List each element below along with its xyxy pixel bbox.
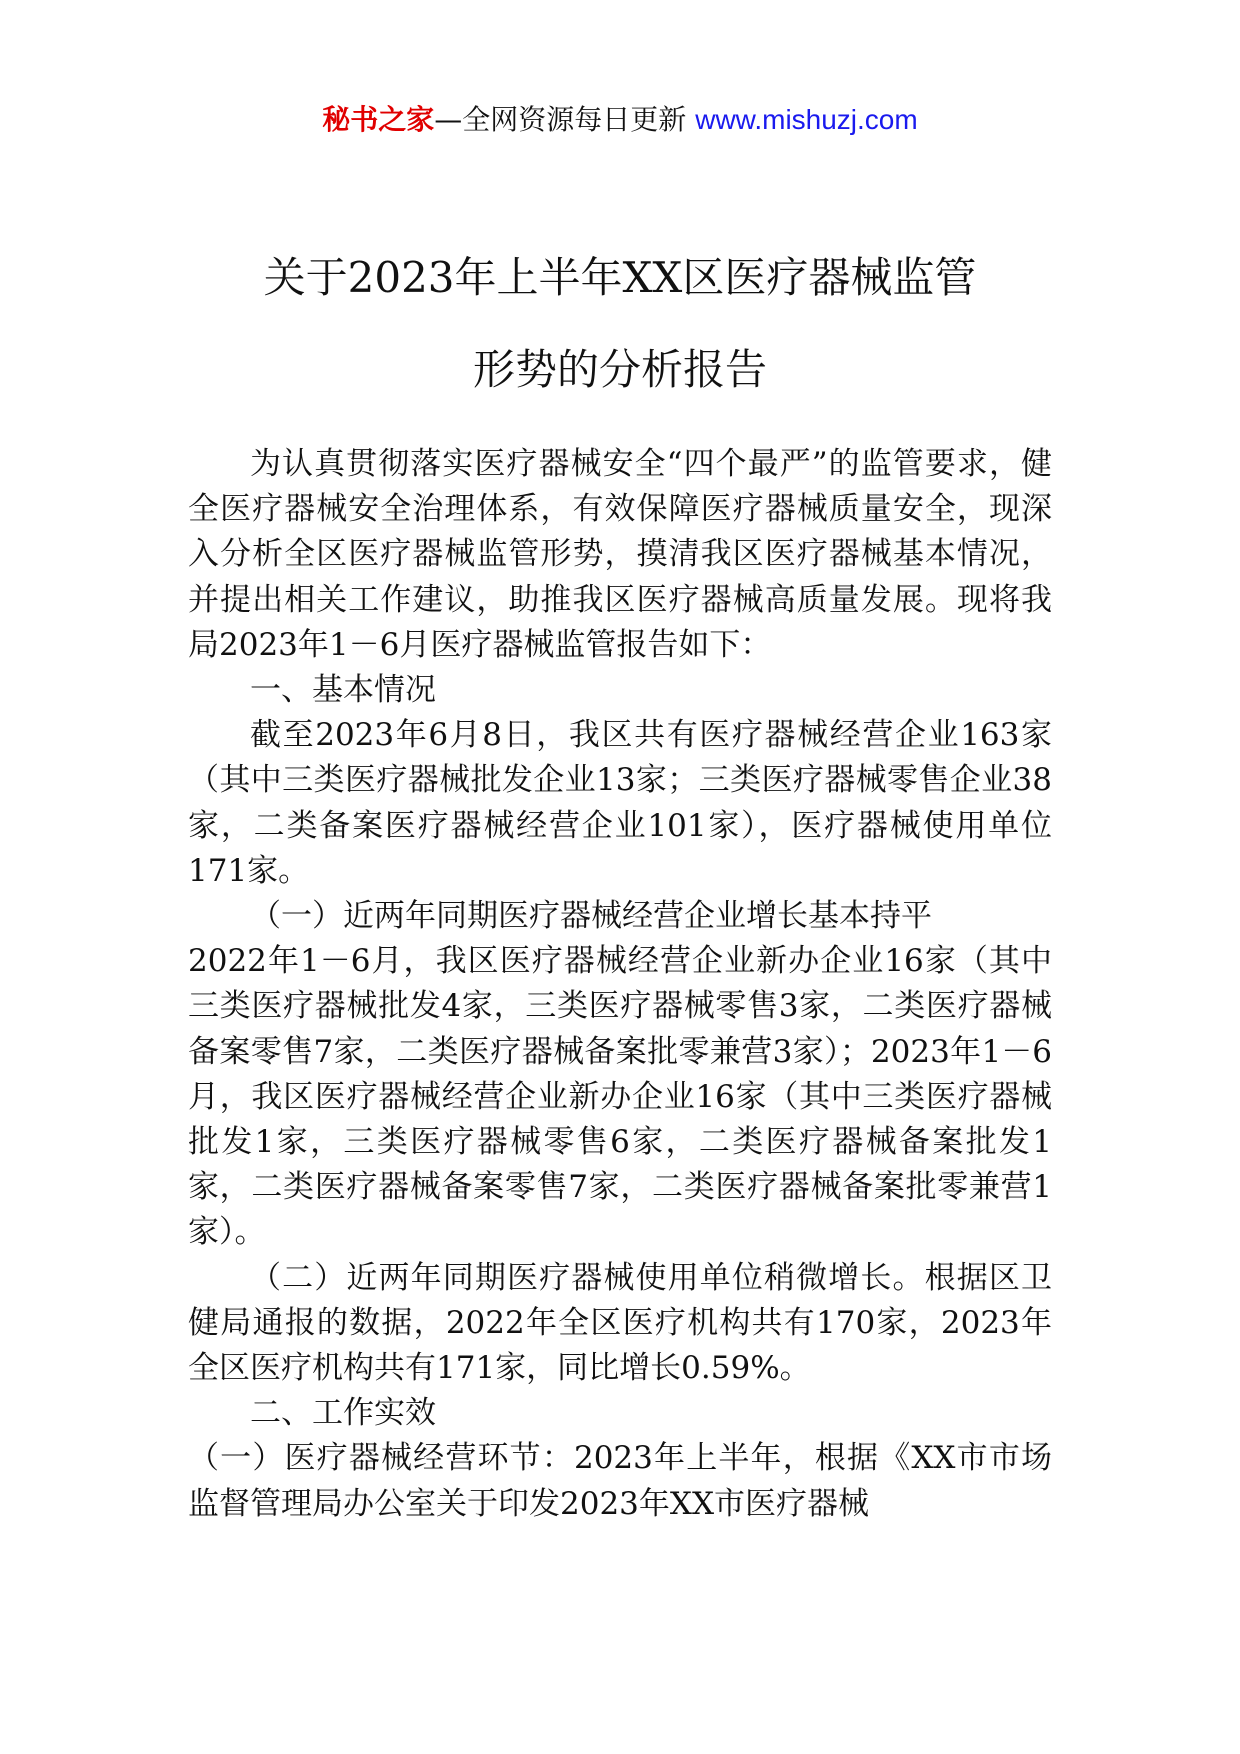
- site-slogan: —全网资源每日更新: [434, 103, 687, 136]
- work-results-paragraph: （一）医疗器械经营环节：2023年上半年，根据《XX市市场监督管理局办公室关于印发2023年XX市医疗器械: [188, 1440, 1052, 1522]
- site-url-link[interactable]: www.mishuzj.com: [695, 104, 918, 135]
- site-header: [0, 100, 1240, 140]
- title-line-2: 形势的分析报告: [472, 345, 767, 394]
- subsection-2-paragraph: （二）近两年同期医疗器械使用单位稍微增长。根据区卫健局通报的数据，2022年全区医疗机构共有170家，2023年全区医疗机构共有171家，同比增长0.59%。: [188, 1259, 1052, 1387]
- section-heading-basic-situation: 一、基本情况: [250, 672, 436, 709]
- site-name: 秘书之家: [322, 103, 435, 136]
- document-body: [188, 442, 1052, 1527]
- basic-situation-paragraph: 截至2023年6月8日，我区共有医疗器械经营企业163家（其中三类医疗器械批发企业13家；三类医疗器械零售企业38家，二类备案医疗器械经营企业101家），医疗器械使用单位171家。: [188, 717, 1052, 889]
- title-line-1: 关于2023年上半年XX区医疗器械监管: [263, 253, 977, 302]
- document-title: [120, 232, 1120, 416]
- enterprise-growth-paragraph: 2022年1－6月，我区医疗器械经营企业新办企业16家（其中三类医疗器械批发4家，三类医疗器械零售3家，二类医疗器械备案零售7家，二类医疗器械备案批零兼营3家）；2023年1－6月，我区医疗器械经营企业新办企业16家（其中三类医疗器械批发1家，三类医疗器械零售6家，二类医疗器械备案批发1家，二类医疗器械备案零售7家，二类医疗器械备案批零兼营1家）。: [188, 943, 1052, 1251]
- subsection-heading-1: （一）近两年同期医疗器械经营企业增长基本持平: [250, 898, 932, 935]
- section-heading-work-results: 二、工作实效: [250, 1395, 436, 1432]
- intro-paragraph: 为认真贯彻落实医疗器械安全“四个最严”的监管要求，健全医疗器械安全治理体系，有效保障医疗器械质量安全，现深入分析全区医疗器械监管形势，摸清我区医疗器械基本情况，并提出相关工作建议，助推我区医疗器械高质量发展。现将我局2023年1－6月医疗器械监管报告如下：: [188, 446, 1052, 663]
